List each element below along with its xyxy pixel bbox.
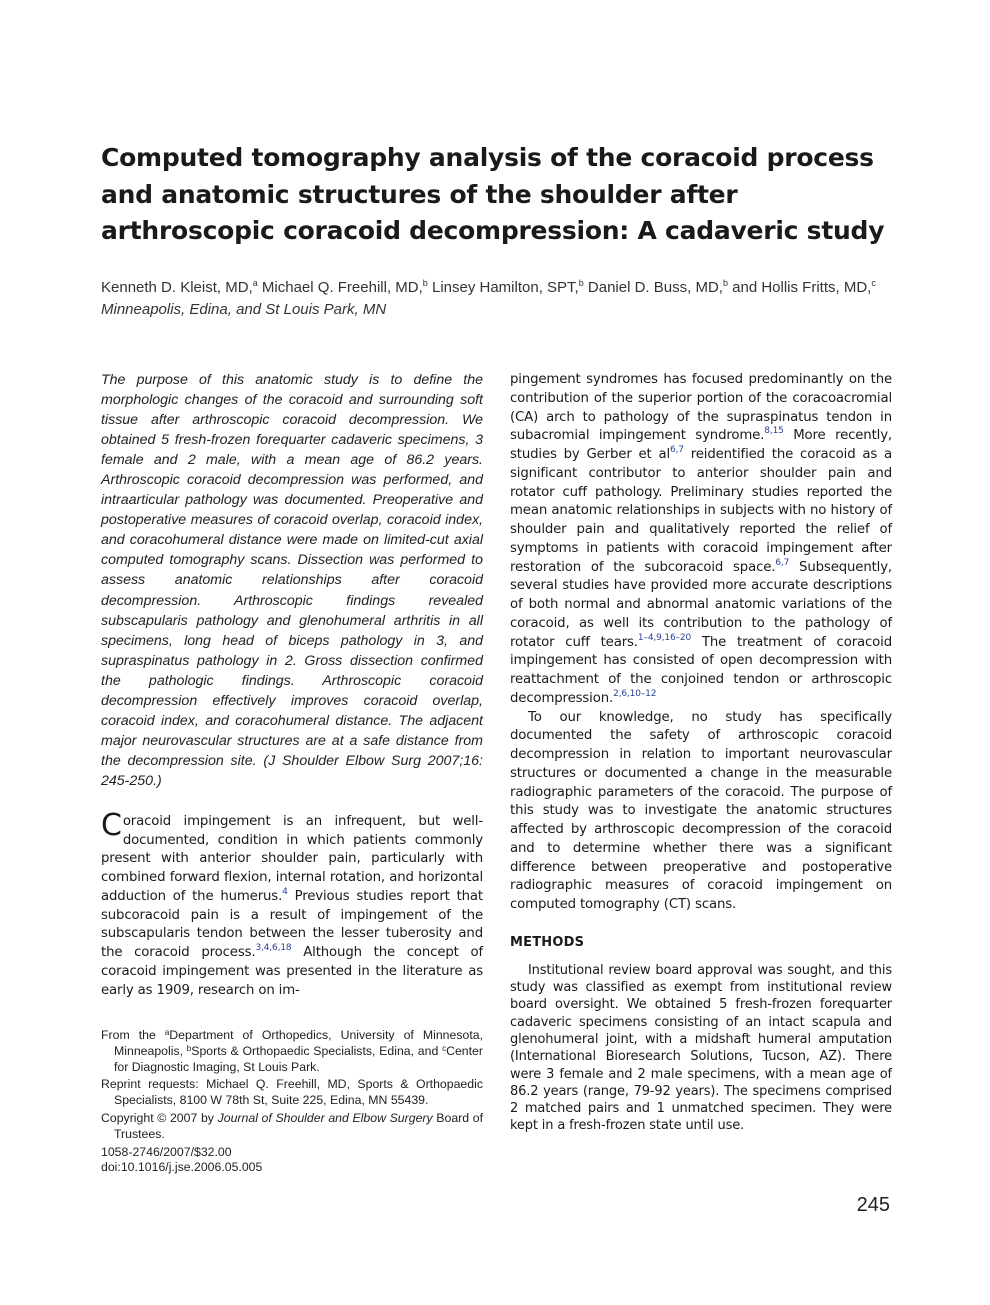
- section-heading-methods: METHODS: [510, 934, 585, 950]
- affiliations-note: From the $^a$Department of Orthopedics, University of Minnesota, Minneapolis, $^b$Sports & Orthopaedic Specialists, Edina, and $^c$Center for Diagnostic Imaging, St Louis Park.: [101, 1028, 483, 1074]
- issn: 1058-2746/2007/$32.00: [101, 1144, 232, 1159]
- author-hamilton: Linsey Hamilton, SPT,: [427, 279, 579, 296]
- left-column: [101, 370, 483, 1000]
- citation-link[interactable]: 4: [282, 886, 288, 897]
- abstract: The purpose of this anatomic study is to define the morphologic changes of the coracoid and surrounding soft tissue after arthroscopic coracoid decompression. We obtained 5 fresh-frozen forequarter cadaveric specimens, 3 female and 2 male, with a mean age of 86.2 years. Arthroscopic coracoid decompression was performed, and intraarticular pathology was documented. Preoperative and postoperative measures of coracoid overlap, coracoid index, and coracohumeral distance were made on limited-cut axial computed tomography scans. Dissection was performed to assess anatomic relationships after coracoid decompression. Arthroscopic findings revealed subscapularis pathology and glenohumeral arthritis in all specimens, long head of biceps pathology in 3, and supraspinatus pathology in 2. Gross dissection confirmed the pathologic findings. Arthroscopic coracoid decompression effectively improves coracoid overlap, coracoid index, and coracohumeral distance. The adjacent major neurovascular structures are at a safe distance from the decompression site. (J Shoulder Elbow Surg 2007;16: 245-250.): [101, 372, 483, 789]
- citation-link[interactable]: 6,7: [670, 445, 684, 455]
- footnotes: [101, 1028, 483, 1176]
- doi[interactable]: doi:10.1016/j.jse.2006.05.005: [101, 1160, 263, 1175]
- author-location: Minneapolis, Edina, and St Louis Park, MN: [101, 301, 387, 318]
- body-paragraph-continued: pingement syndromes has focused predominantly on the contribution of the superior portion of the coracoacromial (CA) arch to pathology of the supraspinatus tendon in subacromial impingement syndrome.$^{8,15}$ More recently, studies by Gerber et al$^{6,7}$ reidentified the coracoid as a significant contributor to anterior shoulder pain and rotator cuff pathology. Preliminary studies reported the mean anatomic relationships in subjects with no history of shoulder pain and qualitatively reported the relief of symptoms in patients with coracoid impingement after restoration of the subcoracoid space.$^{6,7}$ Subsequently, several studies have provided more accurate descriptions of both normal and abnormal anatomic variations of the coracoid, as well its contribution to the pathology of rotator cuff tears.$^{1-4,9,16-20}$ The treatment of coracoid impingement has consisted of open decompression with reattachment of the conjoined tendon or arthroscopic decompression.$^{2,6,10-12}$: [510, 372, 892, 706]
- intro-text: Although the concept of coracoid impingement was presented in the literature as early as 1909, research on im-: [101, 945, 484, 998]
- body-paragraph: To our knowledge, no study has specifically documented the safety of arthroscopic coracoid decompression in relation to important neurovascular structures or documented a change in the measurable radiographic parameters of the coracoid. The purpose of this study was to investigate the anatomic structures affected by arthroscopic decompression of the coracoid and to determine whether there was a significant difference between preoperative and postoperative radiographic measures of coracoid impingement on computed tomography (CT) scans.: [510, 709, 892, 912]
- intro-text: Previous studies report that subcoracoid pain is a result of impingement of the subscapularis tendon between the lesser tuberosity and the coracoid process.: [101, 888, 483, 961]
- methods-paragraph: Institutional review board approval was sought, and this study was classified as exempt from institutional review board oversight. We obtained 5 fresh-frozen forequarter cadaveric specimens consisting of an intact scapula and glenohumeral joint, with a midshaft humeral amputation (International Bioresearch Solutions, Tucson, AZ). There were 3 female and 2 male specimens, with a mean age of 86.2 years (range, 79-92 years). The specimens comprised 2 matched pairs and 1 unmatched specimen. They were kept in a fresh-frozen state until use.: [510, 962, 892, 1134]
- citation-link[interactable]: 6,7: [775, 557, 790, 568]
- copyright-note: Copyright © 2007 by Journal of Shoulder and Elbow Surgery Board of Trustees.: [101, 1110, 483, 1141]
- author-freehill: Michael Q. Freehill, MD,: [257, 279, 423, 296]
- drop-cap: C: [101, 807, 122, 843]
- affiliation-marker: b: [722, 278, 728, 288]
- citation-link[interactable]: 2,6,10–12: [613, 688, 657, 699]
- page-number: 245: [856, 1194, 890, 1216]
- affiliation-marker: c: [871, 278, 876, 288]
- affiliation-marker: a: [252, 278, 258, 288]
- author-list: [101, 277, 891, 321]
- journal-name: Journal of Shoulder and Elbow Surgery: [217, 1110, 433, 1125]
- intro-text: oracoid impingement is an infrequent, but well-documented, condition in which patients commonly present with anterior shoulder pain, particularly with combined forward flexion, internal rotation, and horizontal adduction of the humerus.: [101, 813, 483, 904]
- author-fritts: and Hollis Fritts, MD,: [727, 279, 872, 296]
- citation-link[interactable]: 1–4,9,16–20: [637, 632, 692, 643]
- author-buss: Daniel D. Buss, MD,: [583, 279, 723, 296]
- right-column: [510, 371, 892, 1135]
- affiliation-marker: b: [578, 278, 584, 288]
- reprint-requests: Reprint requests: Michael Q. Freehill, MD, Sports & Orthopaedic Specialists, 8100 W 78th St, Suite 225, Edina, MN 55439.: [101, 1077, 483, 1108]
- author-kleist: Kenneth D. Kleist, MD,: [101, 279, 253, 296]
- citation-link[interactable]: 3,4,6,18: [255, 943, 292, 954]
- article-title: Computed tomography analysis of the coracoid process and anatomic structures of the shoulder after arthroscopic coracoid decompression: A cadaveric study: [101, 143, 885, 245]
- citation-link[interactable]: 8,15: [764, 426, 784, 437]
- affiliation-marker: b: [422, 278, 428, 288]
- introduction-paragraph: [101, 807, 484, 1001]
